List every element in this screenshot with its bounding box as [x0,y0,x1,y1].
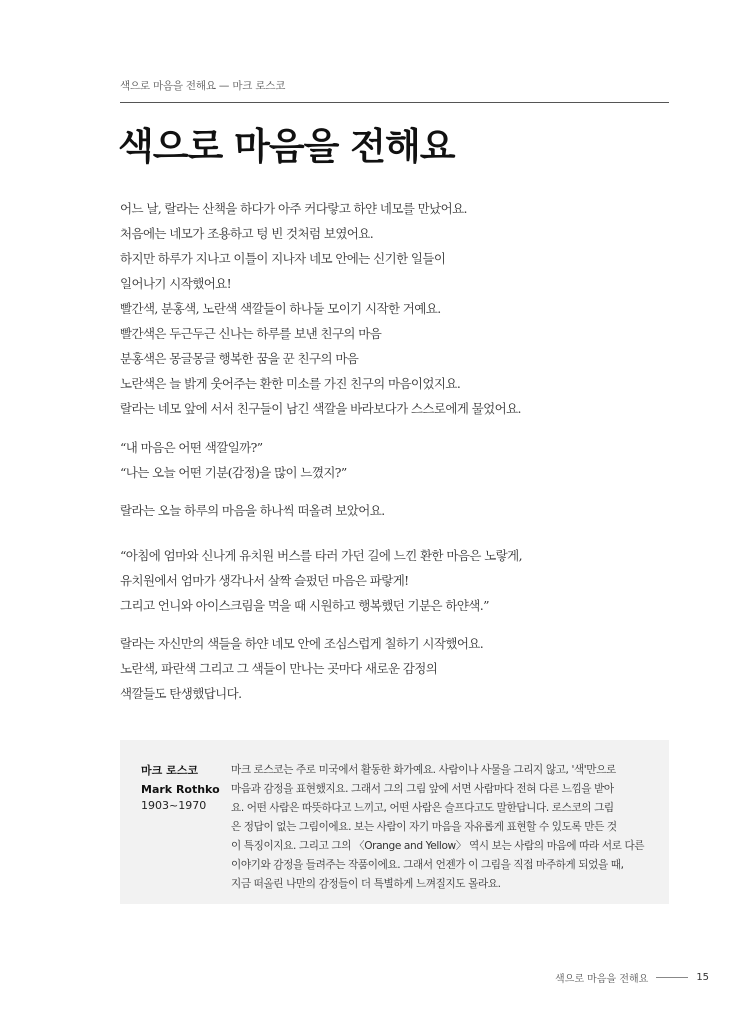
quote-line: “내 마음은 어떤 색깔일까?” [120,440,263,455]
story-line: 노란색, 파란색 그리고 그 색들이 만나는 곳마다 새로운 감정의 [120,661,438,676]
running-head: 색으로 마음을 전해요 — 마크 로스코 [120,80,286,92]
artist-description-line: 이 특징이지요. 그리고 그의 〈Orange and Yellow〉 역시 보는 사람의 마음에 따라 서로 다른 [231,840,645,852]
story-line: 처음에는 네모가 조용하고 텅 빈 것처럼 보였어요. [120,226,374,241]
artist-years: 1903~1970 [141,799,207,812]
story-line: 노란색은 늘 밝게 웃어주는 환한 미소를 가진 친구의 마음이었지요. [120,376,461,391]
story-line: 랄라는 오늘 하루의 마음을 하나씩 떠올려 보았어요. [120,503,385,518]
page-footer [555,970,709,985]
artist-description-line: 마음과 감정을 표현했지요. 그래서 그의 그림 앞에 서면 사람마다 전혀 다른 느낌을 받아 [231,783,614,795]
story-line: 하지만 하루가 지나고 이틀이 지나자 네모 안에는 신기한 일들이 [120,251,446,266]
footer-label: 색으로 마음을 전해요 [555,974,649,985]
story-line: 색깔들도 탄생했답니다. [120,686,242,701]
artist-description-line: 지금 떠올린 나만의 감정들이 더 특별하게 느껴질지도 몰라요. [231,878,501,890]
footer-rule [656,977,688,978]
quote-line: “아침에 엄마와 신나게 유치원 버스를 타러 가던 길에 느낀 환한 마음은 노랗게, [120,548,522,563]
story-line: 어느 날, 랄라는 산책을 하다가 아주 커다랗고 하얀 네모를 만났어요. [120,201,467,216]
story-line: 빨간색은 두근두근 신나는 하루를 보낸 친구의 마음 [120,326,382,341]
header-divider [120,102,669,103]
artist-name-block [141,761,220,799]
story-line: 일어나기 시작했어요! [120,276,232,291]
story-line: 랄라는 네모 앞에 서서 친구들이 남긴 색깔을 바라보다가 스스로에게 물었어요. [120,401,521,416]
page-title: 색으로 마음을 전해요 [118,125,455,168]
page-number: 15 [696,972,710,983]
quote-line: 유치원에서 엄마가 생각나서 살짝 슬펐던 마음은 파랗게! [120,573,409,588]
quote-line: “나는 오늘 어떤 기분(감정)을 많이 느꼈지?” [120,465,347,480]
story-line: 빨간색, 분홍색, 노란색 색깔들이 하나둘 모이기 시작한 거예요. [120,301,441,316]
story-line: 분홍색은 몽글몽글 행복한 꿈을 꾼 친구의 마음 [120,351,359,366]
artist-description-line: 마크 로스코는 주로 미국에서 활동한 화가예요. 사람이나 사물을 그리지 않고, '색'만으로 [231,764,616,776]
story-line: 랄라는 자신만의 색들을 하얀 네모 안에 조심스럽게 칠하기 시작했어요. [120,636,484,651]
artist-description-line: 은 정답이 없는 그림이에요. 보는 사람이 자기 마음을 자유롭게 표현할 수 있도록 만든 것 [231,821,617,833]
artist-description-line: 이야기와 감정을 들려주는 작품이에요. 그래서 언젠가 이 그림을 직접 마주하게 되었을 때, [231,859,624,871]
quote-line: 그리고 언니와 아이스크림을 먹을 때 시원하고 행복했던 기분은 하얀색.” [120,598,489,613]
artist-description [231,761,651,894]
artist-name-korean: 마크 로스코 [141,764,198,777]
artist-description-line: 요. 어떤 사람은 따뜻하다고 느끼고, 어떤 사람은 슬프다고도 말한답니다. 로스코의 그림 [231,802,614,814]
artist-name-english: Mark Rothko [141,783,220,796]
